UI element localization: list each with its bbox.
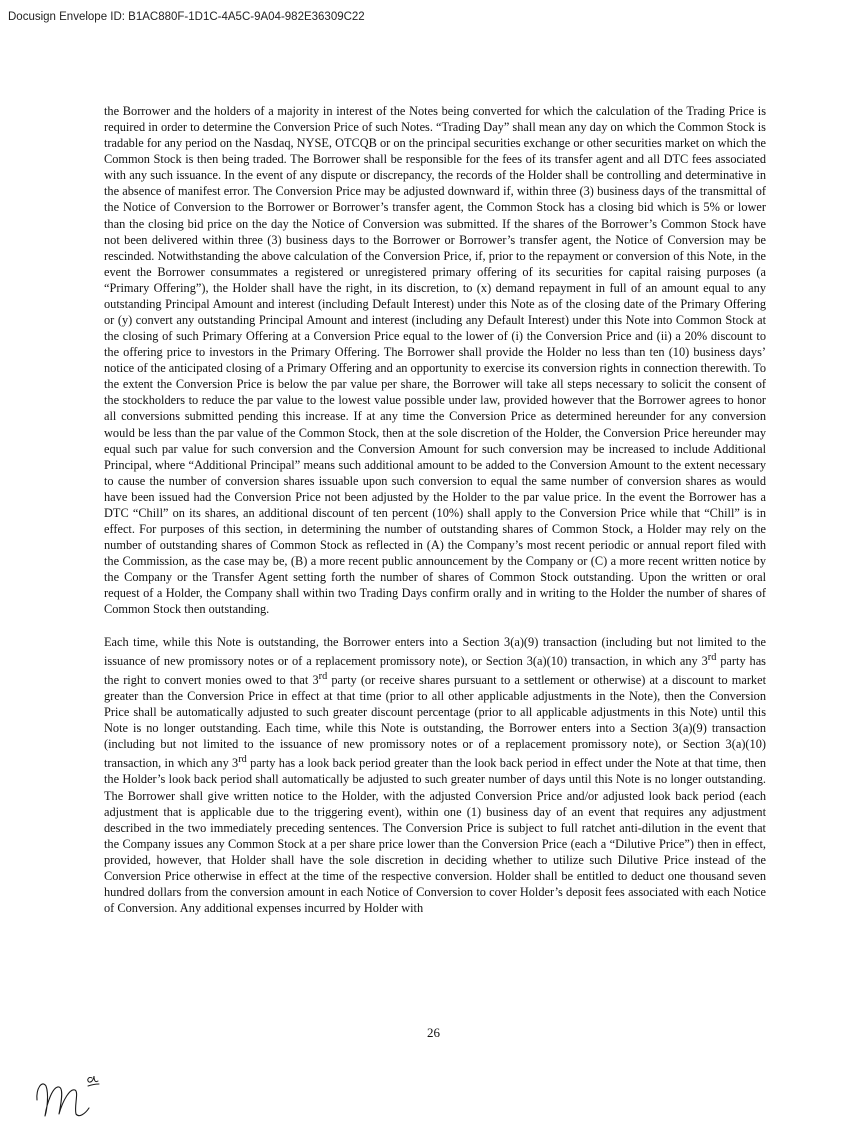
paragraph-text: Each time, while this Note is outstanding, the Borrower enters into a Section 3(a)(9) transaction (including but not limited to the issuance of new promissory notes or of a replacement promissory note), or Section 3(a)(10) transaction, in which any 3 <box>104 634 766 668</box>
envelope-id: Docusign Envelope ID: B1AC880F-1D1C-4A5C-9A04-982E36309C22 <box>8 11 365 23</box>
initials-stroke-m <box>37 1084 89 1116</box>
initials-stroke-a <box>88 1076 99 1086</box>
ordinal-suffix: rd <box>707 651 717 663</box>
ordinal-suffix: rd <box>318 670 328 682</box>
page-number: 26 <box>427 1025 440 1040</box>
paragraph-text: party has the right to convert monies owed to that 3 <box>104 653 766 687</box>
paragraph-conversion-price: the Borrower and the holders of a majority in interest of the Notes being converted for which the calculation of the Trading Price is required in order to determine the Conversion Price of such Notes. “Trading Day” shall mean any day on which the Common Stock is tradable for any period on the Nasdaq, NYSE, OTCQB or on the principal securities exchange or other securities market on which the Common Stock is then being traded. The Borrower shall be responsible for the fees of its transfer agent and all DTC fees associated with any such issuance. In the event of any dispute or discrepancy, the records of the Holder shall be controlling and determinative in the absence of manifest error. The Conversion Price may be adjusted downward if, within three (3) business days of the transmittal of the Notice of Conversion to the Borrower or Borrower’s transfer agent, the Common Stock has a closing bid which is 5% or lower than the closing bid price on the day the Notice of Conversion was submitted. If the shares of the Borrower’s Common Stock have not been delivered within three (3) business days to the Borrower or Borrower’s transfer agent, the Notice of Conversion may be rescinded. Notwithstanding the above calculation of the Conversion Price, if, prior to the repayment or conversion of this Note, in the event the Borrower consummates a registered or unregistered primary offering of its securities for capital raising purposes (a “Primary Offering”), the Holder shall have the right, in its discretion, to (x) demand repayment in full of an amount equal to any outstanding Principal Amount and interest (including Default Interest) under this Note as of the closing date of the Primary Offering or (y) convert any outstanding Principal Amount and interest (including any Default Interest) under this Note into Common Stock at the closing of such Primary Offering at a Conversion Price equal to the lower of (i) the Conversion Price and (ii) a 20% discount to the offering price to investors in the Primary Offering. The Borrower shall provide the Holder no less than ten (10) business days’ notice of the anticipated closing of a Primary Offering and an opportunity to exercise its conversion rights in connection therewith. To the extent the Conversion Price is below the par value per share, the Borrower will take all steps necessary to solicit the consent of the stockholders to reduce the par value to the lowest value possible under law, provided however that the Borrower agrees to honor all conversions submitted pending this increase. If at any time the Conversion Price as determined hereunder for any conversion would be less than the par value of the Common Stock, then at the sole discretion of the Holder, the Conversion Price hereunder may equal such par value for such conversion and the Conversion Amount for such conversion may be increased to include Additional Principal, where “Additional Principal” means such additional amount to be added to the Conversion Amount to the extent necessary to cause the number of conversion shares issuable upon such conversion to equal the same number of conversion shares as would have been issued had the Conversion Price not been adjusted by the Holder to the par value price. In the event the Borrower has a DTC “Chill” on its shares, an additional discount of ten percent (10%) shall apply to the Conversion Price while that “Chill” is in effect. For purposes of this section, in determining the number of outstanding shares of Common Stock, a Holder may rely on the number of outstanding shares of Common Stock as reflected in (A) the Company’s most recent periodic or annual report filed with the Commission, as the case may be, (B) a more recent public announcement by the Company or (C) a more recent written notice by the Company or the Transfer Agent setting forth the number of shares of Common Stock outstanding. Upon the written or oral request of a Holder, the Company shall within two Trading Days confirm orally and in writing to the Holder the number of shares of Common Stock then outstanding. <box>104 104 766 617</box>
paragraph-text: party has a look back period greater than the look back period in effect under the Note at that time, then the Holder’s look back period shall automatically be adjusted to such greater number of days until this Note is no longer outstanding. The Borrower shall give written notice to the Holder, with the adjusted Conversion Price and/or adjusted look back period (each adjustment that is applicable due to the triggering event), within one (1) business day of an event that requires any adjustment described in the two immediately preceding sentences. The Conversion Price is subject to full ratchet anti-dilution in the event that the Company issues any Common Stock at a per share price lower than the Conversion Price (each a “Dilutive Price”) then in effect, provided, however, that Holder shall have the sole discretion in deciding whether to utilize such Dilutive Price instead of the Conversion Price otherwise in effect at the time of the respective conversion. Holder shall be entitled to deduct one thousand seven hundred dollars from the conversion amount in each Notice of Conversion to cover Holder’s deposit fees associated with each Notice of Conversion. Any additional expenses incurred by Holder with <box>104 756 766 916</box>
ordinal-suffix: rd <box>238 754 247 766</box>
handwritten-initials <box>34 1064 134 1120</box>
paragraph-section-3a9-adjustments <box>104 634 766 917</box>
paragraph-text: party (or receive shares pursuant to a settlement or otherwise) at a discount to market greater than the Conversion Price in effect at that time (prior to all other applicable adjustments in the Note), then the Conversion Price shall be automatically adjusted to such greater discount percentage (prior to all applicable adjustments in this Note) until this Note is no longer outstanding. Each time, while this Note is outstanding, the Borrower enters into a Section 3(a)(9) transaction (including but not limited to the issuance of new promissory notes or of a replacement promissory note), or Section 3(a)(10) transaction, in which any 3 <box>104 672 767 771</box>
document-body <box>104 103 766 916</box>
